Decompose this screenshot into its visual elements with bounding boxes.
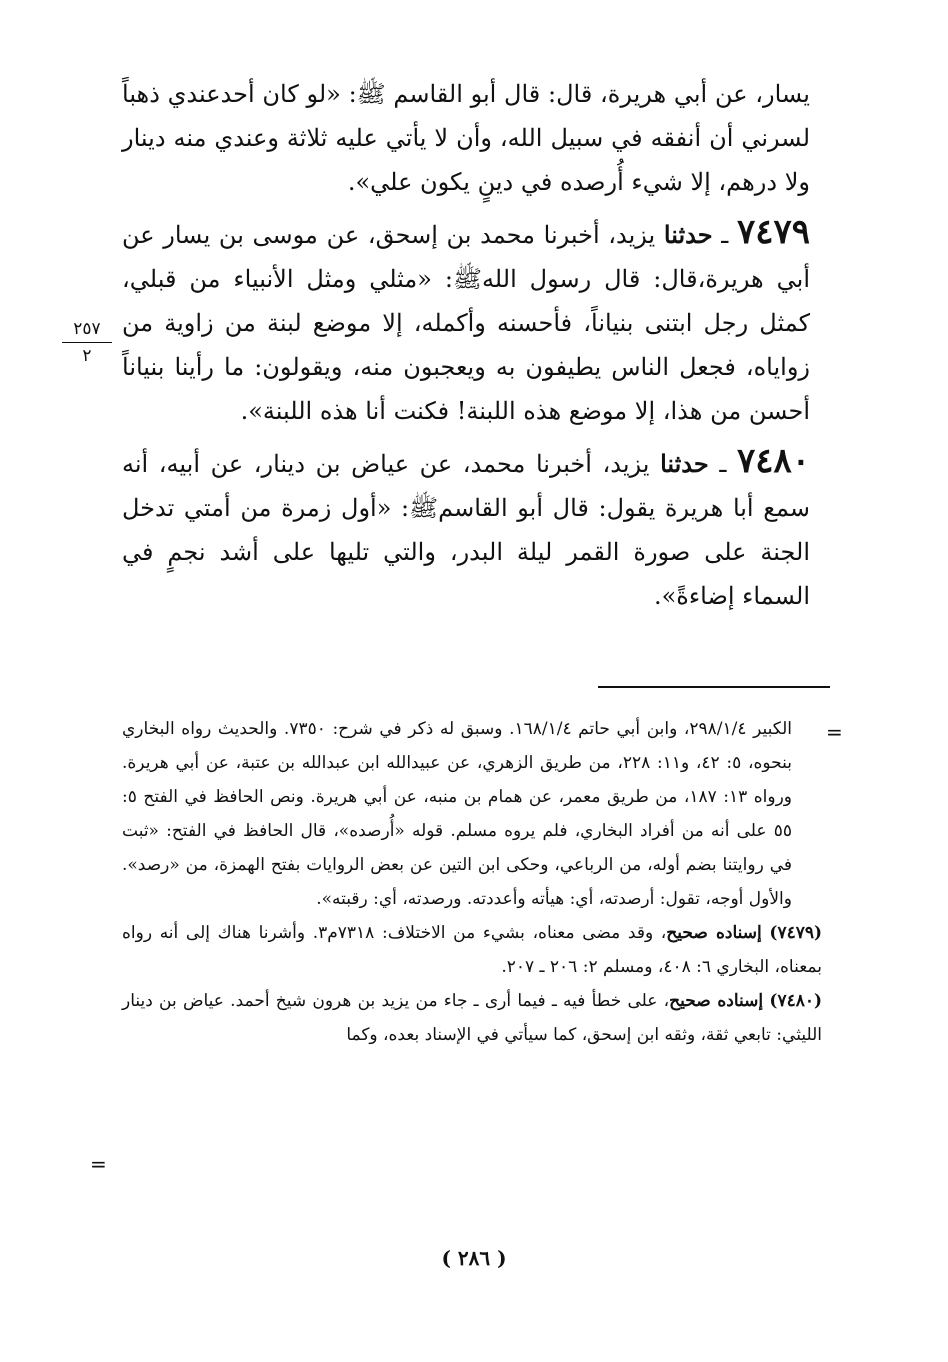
hadith-7479 xyxy=(122,210,810,433)
footnote-label: (٧٤٨٠) xyxy=(769,991,823,1011)
hadith-dash: ـ xyxy=(712,221,737,249)
footnote-label: (٧٤٧٩) xyxy=(769,923,823,943)
footnotes xyxy=(122,712,822,1052)
haddathana-word: حدثنا xyxy=(660,449,709,478)
hadith-text: يزيد، أخبرنا محمد بن إسحق، عن موسى بن يسار عن أبي هريرة،قال: قال رسول اللهﷺ: «مثلي ومثل الأنبياء من قبلي، كمثل رجل ابتنى بنياناً، فأحسنه وأكمله، إلا موضع لبنة من زاوية من زواياه، فجعل الناس يطيفون به ويعجبون منه، ويقولون: ما رأينا بنياناً أحسن من هذا، إلا موضع هذه اللبنة! فكنت أنا هذه اللبنة». xyxy=(122,221,810,425)
margin-reference xyxy=(62,318,112,367)
hadith-number: ٧٤٧٩ xyxy=(736,212,810,252)
margin-ref-part: ٢ xyxy=(82,346,92,366)
margin-ref-volume-page: ٢٥٧ xyxy=(62,318,112,343)
footnote-continuation: الكبير ٢٩٨/١/٤، وابن أبي حاتم ١٦٨/١/٤. وسبق له ذكر في شرح: ٧٣٥٠. والحديث رواه البخاري بنحوه، ٥: ٤٢، و١١: ٢٢٨، من طريق الزهري، عن عبيدالله ابن عبدالله بن عتبة، عن أبي هريرة. ورواه ١٣: ١٨٧، من طريق معمر، عن همام بن منبه، عن أبي هريرة. ونص الحافظ في الفتح ٥: ٥٥ على أنه من أفراد البخاري، فلم يروه مسلم. قوله «أُرصده»، قال الحافظ في الفتح: «ثبت في روايتنا بضم أوله، من الرباعي، وحكى ابن التين عن بعض الروايات بفتح الهمزة، من «رصد». والأول أوجه، تقول: أرصدته، أي: هيأته وأعددته. ورصدته، أي: رقبته». xyxy=(122,719,792,909)
hadith-7480 xyxy=(122,439,810,618)
page-number: ( ٢٨٦ ) xyxy=(441,1246,507,1270)
footnote-verdict: إسناده صحيح xyxy=(669,991,764,1011)
continuation-mark-top: = xyxy=(826,720,843,744)
hadith-continuation: يسار، عن أبي هريرة، قال: قال أبو القاسم ﷺ: «لو كان أحدعندي ذهباً لسرني أن أنفقه في سبيل الله، وأن لا يأتي عليه ثلاثة وعندي منه دينار ولا درهم، إلا شيء أُرصده في دينٍ يكون علي». xyxy=(122,80,811,196)
hadith-number: ٧٤٨٠ xyxy=(736,441,810,481)
continuation-mark-bottom: = xyxy=(90,1152,107,1176)
footnote-verdict: إسناده صحيح xyxy=(666,923,762,943)
haddathana-word: حدثنا xyxy=(663,220,713,249)
footnote-text: ، على خطأ فيه ـ فيما أرى ـ جاء من يزيد بن هرون شيخ أحمد. عياض بن دينار الليثي: تابعي ثقة، وثقه ابن إسحق، كما سيأتي في الإسناد بعده، وكما xyxy=(122,991,822,1045)
hadith-text: يزيد، أخبرنا محمد، عن عياض بن دينار، عن أبيه، أنه سمع أبا هريرة يقول: قال أبو القاسمﷺ: «أول زمرة من أمتي تدخل الجنة على صورة القمر ليلة البدر، والتي تليها على أشد نجمٍ في السماء إضاءةً». xyxy=(122,450,811,610)
footnote-7479 xyxy=(122,916,822,984)
hadith-dash: ـ xyxy=(708,450,737,478)
main-text xyxy=(122,72,810,618)
footnote-text: ، وقد مضى معناه، بشيء من الاختلاف: ٧٣١٨م٣. وأشرنا هناك إلى أنه رواه بمعناه، البخاري ٦: ٤٠٨، ومسلم ٢: ٢٠٦ ـ ٢٠٧. xyxy=(122,923,822,977)
footnote-7480 xyxy=(122,984,822,1052)
footnote-divider xyxy=(598,686,830,688)
